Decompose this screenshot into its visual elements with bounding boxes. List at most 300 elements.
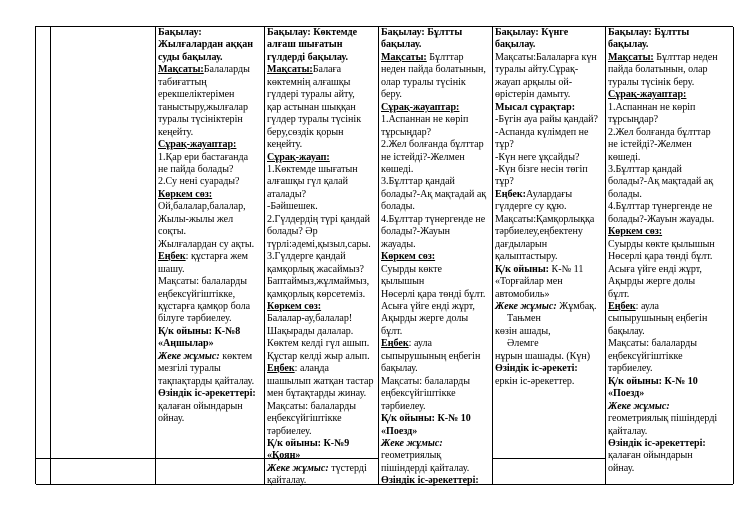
table-column-3 bbox=[156, 27, 265, 484]
cell-line-text: қалаған ойындарын bbox=[158, 400, 243, 412]
cell-line-text: геометриялық пішіндерді bbox=[608, 413, 718, 425]
cell-line bbox=[608, 176, 732, 188]
cell-line bbox=[608, 463, 732, 475]
table-cell-5-top bbox=[379, 27, 492, 485]
cell-line bbox=[381, 201, 491, 213]
cell-line bbox=[608, 139, 732, 151]
cell-line bbox=[267, 450, 377, 462]
table-column-5 bbox=[379, 27, 493, 487]
cell-line-text: Жылы-жылы жел bbox=[158, 213, 234, 225]
cell-line-text: Сұрақ-жауаптар: bbox=[158, 139, 237, 151]
cell-line-text: 3.Бұлттар қандай bbox=[381, 176, 455, 188]
cell-line-text: тәрбиелеу. bbox=[608, 363, 653, 375]
cell-line-text: беру,сөздік қорын bbox=[267, 126, 344, 138]
cell-line-text: Жылғалардан аққан bbox=[158, 39, 254, 51]
cell-line bbox=[381, 475, 491, 487]
cell-line bbox=[267, 363, 377, 375]
cell-line bbox=[158, 102, 263, 114]
cell-line bbox=[267, 176, 377, 188]
cell-line bbox=[267, 376, 377, 388]
cell-line-text: «Поезд» bbox=[381, 425, 418, 437]
cell-line bbox=[381, 351, 491, 363]
cell-line-text: Сұрақ-жауап: bbox=[267, 151, 330, 163]
cell-line-text: шашу. bbox=[158, 263, 185, 275]
table-cell-2-top bbox=[51, 27, 155, 459]
cell-line bbox=[608, 426, 732, 438]
cell-line-text: 1.Көктемде шығатын bbox=[267, 163, 358, 175]
cell-line-text: Мысал сұрақтар: bbox=[495, 101, 576, 113]
cell-line-text: -Аспанда күлімдеп не bbox=[495, 126, 589, 138]
cell-line-text: қылышын bbox=[381, 276, 425, 288]
cell-line-text: туралы түсінік беру. bbox=[608, 76, 695, 88]
cell-line-text: еркін іс-әрекеттер. bbox=[495, 375, 575, 387]
cell-line-text: 4.Бұлттар түнергенде не bbox=[381, 213, 486, 225]
cell-line bbox=[267, 64, 377, 76]
cell-line bbox=[158, 251, 263, 263]
cell-text bbox=[493, 27, 605, 458]
cell-line bbox=[608, 401, 732, 413]
cell-line-rest: : аула bbox=[408, 338, 432, 350]
cell-line-text: -Күн бізге несін төгіп bbox=[495, 163, 588, 175]
cell-line bbox=[495, 214, 604, 226]
cell-line-text: 2.Жел болғанда бұлттар bbox=[608, 126, 711, 138]
cell-line-text: Бақылау: Бұлтты bbox=[608, 27, 690, 38]
cell-line bbox=[158, 289, 263, 301]
cell-line-text: Өзіндік іс-әрекеті: bbox=[495, 363, 578, 375]
cell-line-text: не пайда болады? bbox=[158, 163, 234, 175]
cell-line-text: болады?-Ақ мақтадай ақ bbox=[608, 176, 714, 188]
cell-line bbox=[495, 176, 604, 188]
cell-line-text: ойнау. bbox=[608, 462, 635, 474]
cell-line bbox=[381, 27, 491, 39]
cell-line bbox=[267, 39, 377, 51]
cell-line bbox=[158, 152, 263, 164]
cell-line bbox=[267, 438, 377, 450]
cell-line-text: Мақсаты: bbox=[267, 64, 313, 76]
cell-line bbox=[158, 164, 263, 176]
cell-line-text: Өзіндік іс-әрекеттері: bbox=[381, 475, 479, 487]
cell-line-text: қалыптастыру. bbox=[495, 251, 558, 263]
cell-line-text: пішіндерді қайталау. bbox=[381, 462, 470, 474]
cell-line-text: болады. bbox=[381, 201, 415, 213]
cell-line bbox=[267, 164, 377, 176]
cell-line-rest: : алаңда bbox=[294, 363, 329, 375]
cell-line-rest: көктем bbox=[219, 350, 253, 362]
cell-line-text: нұрын шашады. (Күн) bbox=[495, 350, 591, 362]
cell-line bbox=[495, 114, 604, 126]
cell-line-text: Қ/к ойыны: К-№8 bbox=[158, 325, 241, 337]
cell-line bbox=[495, 289, 604, 301]
cell-line-text: «Қоян» bbox=[267, 450, 301, 462]
cell-line bbox=[267, 27, 377, 39]
cell-line-text: тұр? bbox=[495, 176, 514, 188]
cell-line bbox=[267, 475, 377, 487]
cell-line-text: кеңейту. bbox=[267, 139, 303, 151]
cell-line-text: 2.Гүлдердің түрі қандай bbox=[267, 213, 371, 225]
cell-line bbox=[495, 326, 604, 338]
cell-line-text: гүлдері туралы айту, bbox=[267, 89, 355, 101]
cell-line-text: Бақылау: Күнге bbox=[495, 27, 569, 38]
cell-line-text: жауап арқылы ой- bbox=[495, 76, 573, 88]
cell-line-text: «Поезд» bbox=[608, 388, 645, 400]
cell-line-text: беру. bbox=[381, 89, 402, 101]
cell-line bbox=[608, 264, 732, 276]
cell-line-text: қамқорлық көрсетеміз. bbox=[267, 288, 366, 300]
cell-line-text: суды бақылау. bbox=[158, 51, 223, 63]
cell-line bbox=[381, 251, 491, 263]
cell-line-text: Мақсаты: bbox=[158, 64, 204, 76]
cell-line bbox=[495, 139, 604, 151]
cell-line bbox=[495, 239, 604, 251]
cell-line-text: табиғаттың bbox=[158, 76, 207, 88]
cell-line bbox=[495, 376, 604, 388]
cell-line-text: бақылау. bbox=[495, 39, 536, 51]
cell-line bbox=[608, 127, 732, 139]
cell-line bbox=[267, 326, 377, 338]
cell-line bbox=[158, 214, 263, 226]
cell-line bbox=[608, 201, 732, 213]
cell-line bbox=[608, 77, 732, 89]
cell-line-text: -Бәйшешек. bbox=[267, 201, 318, 213]
cell-line-text: бұлт. bbox=[608, 288, 630, 300]
cell-line-text: Сұрақ-жауаптар: bbox=[608, 89, 687, 101]
cell-line-text: Мақсаты: балаларды bbox=[158, 276, 247, 288]
cell-line bbox=[495, 127, 604, 139]
table-column-2 bbox=[51, 27, 156, 484]
cell-line bbox=[381, 388, 491, 400]
cell-line-text: Мақсаты: bbox=[608, 51, 654, 63]
cell-line bbox=[158, 27, 263, 39]
cell-line-rest: Жұмбақ. bbox=[556, 300, 597, 312]
cell-line-text: ерекшеліктерімен bbox=[158, 89, 235, 101]
cell-line bbox=[267, 239, 377, 251]
cell-line bbox=[158, 176, 263, 188]
cell-line bbox=[495, 226, 604, 238]
cell-line-rest: : аула bbox=[635, 300, 659, 312]
cell-line bbox=[158, 139, 263, 151]
cell-line bbox=[158, 39, 263, 51]
cell-line bbox=[381, 376, 491, 388]
cell-line-text: Қ/к ойыны: bbox=[495, 263, 550, 275]
cell-line-text: Еңбек bbox=[158, 251, 186, 263]
cell-line bbox=[267, 201, 377, 213]
cell-line-text: Көркем сөз: bbox=[267, 300, 322, 312]
cell-line bbox=[608, 351, 732, 363]
cell-line-text: көшеді. bbox=[608, 151, 641, 163]
cell-line bbox=[381, 276, 491, 288]
cell-line-text: туралы түсініктерін bbox=[158, 114, 243, 126]
cell-line-text: болады?-Жауын жауады. bbox=[608, 213, 715, 225]
cell-line-text: 1.Қар ери бастағанда bbox=[158, 151, 249, 163]
cell-line bbox=[608, 39, 732, 51]
cell-line bbox=[495, 164, 604, 176]
cell-line-text: Ақырды жерге долы bbox=[608, 276, 696, 288]
cell-line-text: еңбексүйгіштікке, bbox=[158, 288, 236, 300]
cell-line bbox=[381, 89, 491, 101]
cell-line-text: еңбексүйгіштікке bbox=[267, 413, 342, 425]
cell-line-text: Көктем келді гүл ашып. bbox=[267, 338, 370, 350]
cell-line-text: шашылып жатқан тастар bbox=[267, 375, 374, 387]
cell-line bbox=[381, 450, 491, 462]
cell-line-text: геометриялық bbox=[381, 450, 442, 462]
cell-line bbox=[158, 363, 263, 375]
cell-line bbox=[608, 189, 732, 201]
cell-line bbox=[267, 313, 377, 325]
cell-line bbox=[267, 251, 377, 263]
cell-line bbox=[381, 413, 491, 425]
cell-line-text: Еңбек: bbox=[495, 188, 526, 200]
table-cell-6-top bbox=[493, 27, 605, 459]
cell-line bbox=[495, 251, 604, 263]
cell-line bbox=[495, 27, 604, 39]
cell-text bbox=[606, 27, 733, 485]
cell-line bbox=[608, 276, 732, 288]
cell-line-text: тұрсыңдар? bbox=[381, 126, 432, 138]
cell-line-text: Еңбек bbox=[267, 363, 295, 375]
cell-line-text: Еңбек bbox=[381, 338, 409, 350]
cell-line bbox=[608, 338, 732, 350]
cell-line bbox=[381, 64, 491, 76]
table-column-6 bbox=[493, 27, 606, 484]
cell-line bbox=[608, 114, 732, 126]
cell-line bbox=[267, 214, 377, 226]
cell-line bbox=[158, 127, 263, 139]
cell-line-text: ойнау. bbox=[158, 413, 185, 425]
cell-line-text: тұр? bbox=[495, 139, 514, 151]
cell-text bbox=[156, 27, 264, 458]
cell-line-text: Сұрақ-жауаптар: bbox=[381, 101, 460, 113]
cell-line-rest: Балаларды bbox=[203, 64, 250, 76]
cell-line-text: Әлемге bbox=[507, 338, 539, 350]
cell-line bbox=[381, 326, 491, 338]
cell-line bbox=[608, 152, 732, 164]
cell-line bbox=[267, 289, 377, 301]
cell-line-text: гүлдерге су құю. bbox=[495, 201, 567, 213]
cell-line-text: 3.Бұлттар қандай bbox=[608, 163, 682, 175]
cell-line-text: Бақылау: Көктемде bbox=[267, 27, 358, 38]
cell-line-text: сыпырушының еңбегін bbox=[608, 313, 708, 325]
cell-line bbox=[381, 239, 491, 251]
cell-line bbox=[608, 52, 732, 64]
cell-line bbox=[267, 102, 377, 114]
cell-line-text: -Күн неге ұқсайды? bbox=[495, 151, 580, 163]
cell-line-text: Жеке жұмыс: bbox=[495, 300, 557, 312]
cell-line bbox=[158, 326, 263, 338]
cell-line bbox=[381, 52, 491, 64]
cell-line-text: Қ/к ойыны: К-№ 10 bbox=[381, 413, 471, 425]
cell-line bbox=[381, 363, 491, 375]
cell-line-text: Мақсаты: балаларды bbox=[381, 375, 470, 387]
cell-line-text: дағдыларын bbox=[495, 238, 548, 250]
cell-line bbox=[158, 388, 263, 400]
cell-line-text: пайда болатынын, олар bbox=[608, 64, 708, 76]
cell-line-text: тәрбиелеу. bbox=[267, 425, 312, 437]
cell-line bbox=[381, 176, 491, 188]
cell-line bbox=[495, 89, 604, 101]
cell-line bbox=[158, 313, 263, 325]
cell-line-text: 4.Бұлттар түнергенде не bbox=[608, 201, 713, 213]
cell-line-text: «Аңшылар» bbox=[158, 338, 214, 350]
cell-line-text: туралы айту.Сұрақ- bbox=[495, 64, 579, 76]
cell-line-text: Жеке жұмыс: bbox=[381, 437, 443, 449]
table-cell-7-top bbox=[606, 27, 733, 485]
cell-line bbox=[381, 102, 491, 114]
cell-line-text: бақылау. bbox=[608, 39, 649, 51]
cell-line-text: Еңбек bbox=[608, 300, 636, 312]
cell-line-text: алғашқы гүл қалай bbox=[267, 176, 348, 188]
cell-line bbox=[158, 276, 263, 288]
cell-line bbox=[495, 152, 604, 164]
cell-line-text: Шақырады далалар. bbox=[267, 325, 354, 337]
cell-line-text: Бақылау: bbox=[158, 27, 202, 38]
cell-line bbox=[267, 127, 377, 139]
cell-line-rest: : құстарға жем bbox=[185, 251, 249, 263]
cell-line-text: тақпақтарды қайталау. bbox=[158, 375, 255, 387]
cell-line bbox=[495, 338, 604, 350]
cell-line-text: 3.Гүлдерге қандай bbox=[267, 251, 346, 263]
cell-line-text: Асыға үйге енді жұрт, bbox=[608, 263, 702, 275]
cell-line bbox=[608, 27, 732, 39]
cell-line-text: Қ/к ойыны: К-№ 10 bbox=[608, 375, 698, 387]
cell-line-text: Баптаймыз,жұлмаймыз, bbox=[267, 276, 370, 288]
cell-line-text: соқты. bbox=[158, 226, 187, 238]
cell-line-text: тәрбиелеу. bbox=[381, 400, 426, 412]
cell-line-text: еңбексүйгіштікке bbox=[381, 388, 456, 400]
cell-line bbox=[608, 289, 732, 301]
cell-line-text: тәрбиелеу,еңбектену bbox=[495, 226, 583, 238]
cell-line-text: көшеді. bbox=[381, 163, 414, 175]
cell-line-rest: түстерді bbox=[328, 462, 367, 474]
cell-line bbox=[608, 89, 732, 101]
cell-line-text: Суырды көкте қылышын bbox=[608, 238, 715, 250]
schedule-table bbox=[35, 26, 733, 487]
cell-line-text: Жылғалардан су ақты. bbox=[158, 238, 255, 250]
cell-line-text: бақылау. bbox=[608, 325, 645, 337]
cell-line bbox=[267, 338, 377, 350]
cell-line bbox=[495, 264, 604, 276]
table-cell-4-top bbox=[265, 27, 378, 487]
cell-line bbox=[381, 127, 491, 139]
cell-line bbox=[158, 401, 263, 413]
cell-line-text: еңбексүйгіштікке bbox=[608, 350, 683, 362]
cell-line bbox=[158, 52, 263, 64]
cell-line bbox=[381, 438, 491, 450]
cell-line bbox=[608, 313, 732, 325]
cell-line-rest: Бұлттар неден bbox=[653, 51, 718, 63]
cell-line-text: «Торғайлар мен bbox=[495, 276, 563, 288]
cell-line bbox=[267, 77, 377, 89]
cell-line-text: 2.Жел болғанда бұлттар bbox=[381, 139, 484, 151]
cell-line bbox=[267, 139, 377, 151]
cell-line-rest: К-№ 11 bbox=[549, 263, 584, 275]
cell-line bbox=[381, 338, 491, 350]
cell-line bbox=[158, 301, 263, 313]
cell-line bbox=[381, 264, 491, 276]
cell-line bbox=[267, 351, 377, 363]
cell-line bbox=[267, 114, 377, 126]
cell-line bbox=[158, 201, 263, 213]
table-column-1 bbox=[36, 27, 51, 484]
cell-line bbox=[158, 77, 263, 89]
cell-line bbox=[158, 338, 263, 350]
cell-line bbox=[608, 363, 732, 375]
cell-line-text: Көркем сөз: bbox=[608, 226, 663, 238]
cell-line-text: болады. bbox=[608, 188, 642, 200]
cell-line bbox=[495, 313, 604, 325]
cell-line bbox=[267, 276, 377, 288]
cell-line-text: -Бүгін ауа райы қандай? bbox=[495, 114, 598, 126]
cell-line-text: Суырды көкте bbox=[381, 263, 442, 275]
cell-line bbox=[608, 438, 732, 450]
cell-line bbox=[495, 102, 604, 114]
cell-line bbox=[381, 114, 491, 126]
table-bottom-border bbox=[36, 484, 733, 485]
cell-line-text: Көркем сөз: bbox=[158, 188, 213, 200]
cell-line bbox=[267, 413, 377, 425]
cell-line bbox=[381, 214, 491, 226]
cell-line bbox=[608, 102, 732, 114]
cell-line-text: Мақсаты: bbox=[381, 51, 427, 63]
cell-line-text: Өзіндік іс-әрекеттері: bbox=[608, 437, 706, 449]
cell-line bbox=[608, 301, 732, 313]
cell-line bbox=[495, 276, 604, 288]
table-cell-1-top bbox=[36, 27, 50, 459]
cell-line bbox=[158, 89, 263, 101]
cell-line bbox=[158, 189, 263, 201]
cell-line-text: қайталау. bbox=[608, 425, 648, 437]
cell-line-text: Көркем сөз: bbox=[381, 251, 436, 263]
cell-line bbox=[608, 326, 732, 338]
cell-line bbox=[608, 239, 732, 251]
cell-line-text: автомобиль» bbox=[495, 288, 550, 300]
cell-line bbox=[381, 152, 491, 164]
cell-line bbox=[495, 351, 604, 363]
cell-line-rest: Аулардағы bbox=[525, 188, 573, 200]
cell-line-text: Ақырды жерге долы bbox=[381, 313, 469, 325]
cell-line bbox=[381, 313, 491, 325]
cell-line-text: түрлі:әдемі,қызыл,сары. bbox=[267, 238, 371, 250]
cell-line-text: Ой,балалар,балалар, bbox=[158, 201, 246, 213]
cell-line-text: мезгілі туралы bbox=[158, 363, 221, 375]
cell-line-text: болады?-Ақ мақтадай ақ bbox=[381, 188, 487, 200]
cell-line bbox=[267, 226, 377, 238]
cell-line bbox=[267, 89, 377, 101]
cell-line bbox=[381, 426, 491, 438]
cell-line bbox=[381, 39, 491, 51]
cell-line-text: неден пайда болатынын, bbox=[381, 64, 486, 76]
cell-line-text: білуге тәрбиелеу. bbox=[158, 313, 232, 325]
cell-line-text: бұлт. bbox=[381, 325, 403, 337]
cell-line-text: гүлдер туралы түсінік bbox=[267, 114, 362, 126]
cell-line bbox=[381, 164, 491, 176]
cell-line bbox=[158, 264, 263, 276]
cell-line bbox=[158, 413, 263, 425]
cell-line bbox=[495, 52, 604, 64]
cell-line bbox=[495, 39, 604, 51]
cell-line-text: Тањмен bbox=[507, 313, 541, 325]
cell-line-text: бақылау. bbox=[381, 39, 422, 51]
cell-line-text: Мақсаты:Қамқорлыққа bbox=[495, 213, 595, 225]
cell-line-text: Құстар келді жыр алып. bbox=[267, 350, 370, 362]
cell-line-rest: Балаға bbox=[312, 64, 342, 76]
cell-line-text: 2.Су нені суарады? bbox=[158, 176, 240, 188]
cell-line-text: қайталау. bbox=[267, 475, 307, 487]
cell-line-text: Жеке жұмыс: bbox=[608, 400, 670, 412]
cell-line-text: құстарға қамқор бола bbox=[158, 300, 251, 312]
cell-line-text: Нөсерлі қара төнді бұлт. bbox=[381, 288, 486, 300]
cell-text bbox=[265, 27, 378, 487]
cell-line bbox=[267, 152, 377, 164]
